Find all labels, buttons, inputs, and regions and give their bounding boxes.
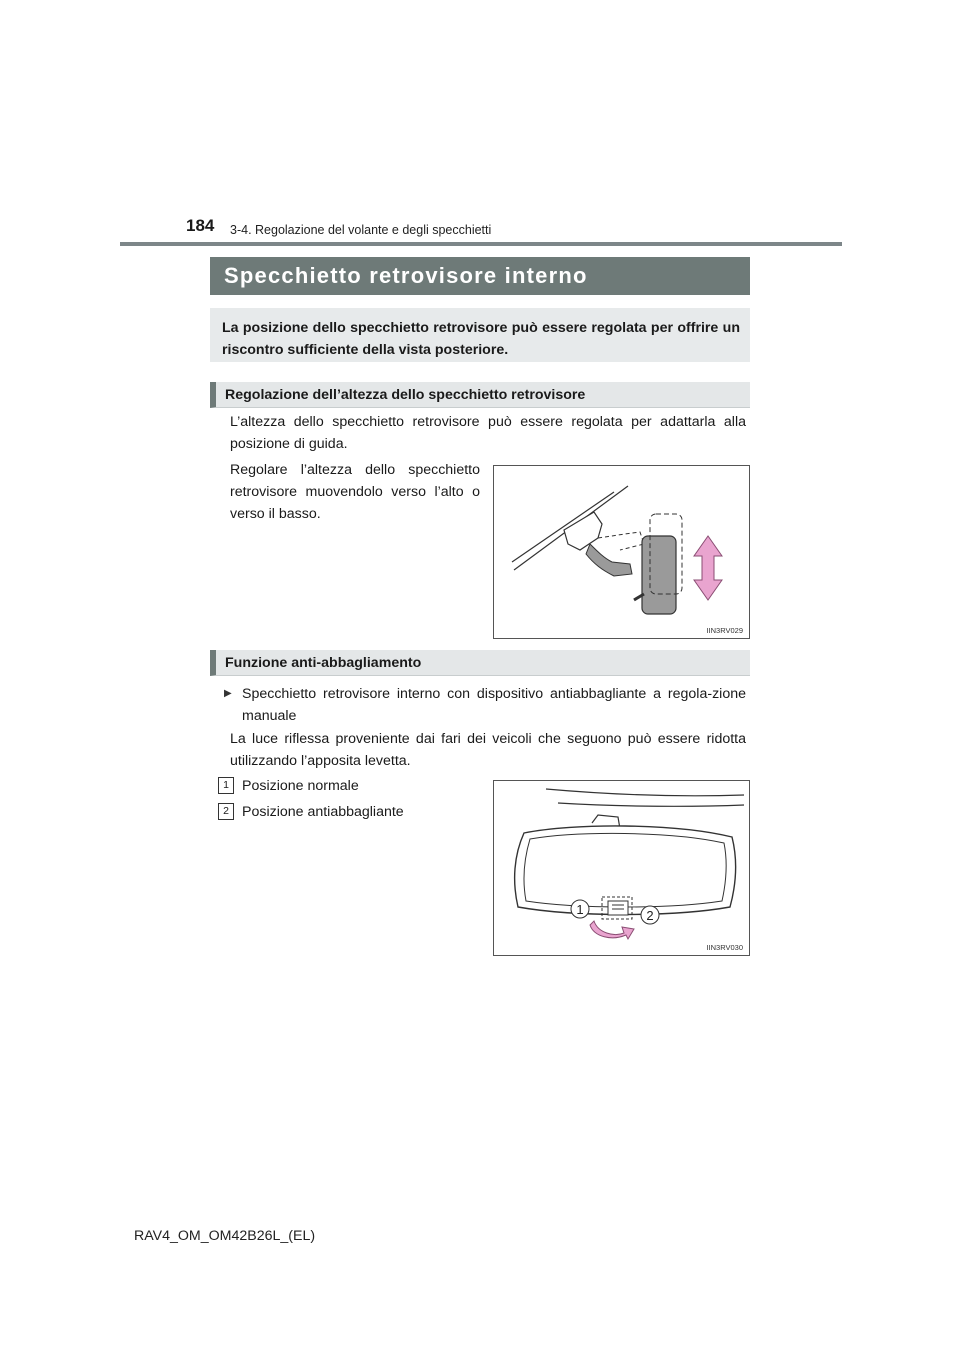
height-paragraph-1: L’altezza dello specchietto retrovisore può essere regolata per adattarla alla posizione di guida. (230, 414, 746, 452)
page-number: 184 (186, 216, 215, 235)
callout-2: 2 (646, 908, 654, 923)
page-title: Specchietto retrovisore interno (210, 257, 750, 295)
callout-1: 1 (576, 902, 584, 917)
section-path: 3-4. Regolazione del volante e degli specchietti (230, 223, 492, 237)
footer-document-code: RAV4_OM_OM42B26L_(EL) (134, 1228, 316, 1244)
subheading-height-adjustment: Regolazione dell’altezza dello specchietto retrovisore (210, 382, 750, 408)
intro-box: La posizione dello specchietto retrovisore può essere regolata per offrire un riscontro sufficiente della vista posteriore. (210, 308, 750, 362)
legend-number-badge: 1 (218, 777, 234, 794)
legend-label: Posizione normale (242, 778, 359, 794)
anti-glare-illustration (494, 781, 749, 955)
legend-label: Posizione antiabbagliante (242, 804, 404, 820)
subheading-anti-glare: Funzione anti-abbagliamento (210, 650, 750, 676)
anti-glare-mirror-figure (493, 780, 750, 956)
bullet-triangle-icon: ▶ (224, 688, 232, 699)
figure-code: IIN3RV030 (706, 943, 743, 952)
legend-number-badge: 2 (218, 803, 234, 820)
mirror-height-illustration (494, 466, 749, 638)
mirror-height-figure (493, 465, 750, 639)
height-paragraph-2: Regolare l’altezza dello specchietto retrovisore muovendolo verso l’alto o verso il basso. (230, 462, 480, 522)
bullet-text: Specchietto retrovisore interno con dispositivo antiabbagliante a regola-zione manuale (242, 686, 746, 724)
figure-code: IIN3RV029 (706, 626, 743, 635)
header-rule (120, 242, 842, 246)
anti-glare-paragraph: La luce riflessa proveniente dai fari dei veicoli che seguono può essere ridotta utilizzando l’apposita levetta. (230, 731, 746, 769)
